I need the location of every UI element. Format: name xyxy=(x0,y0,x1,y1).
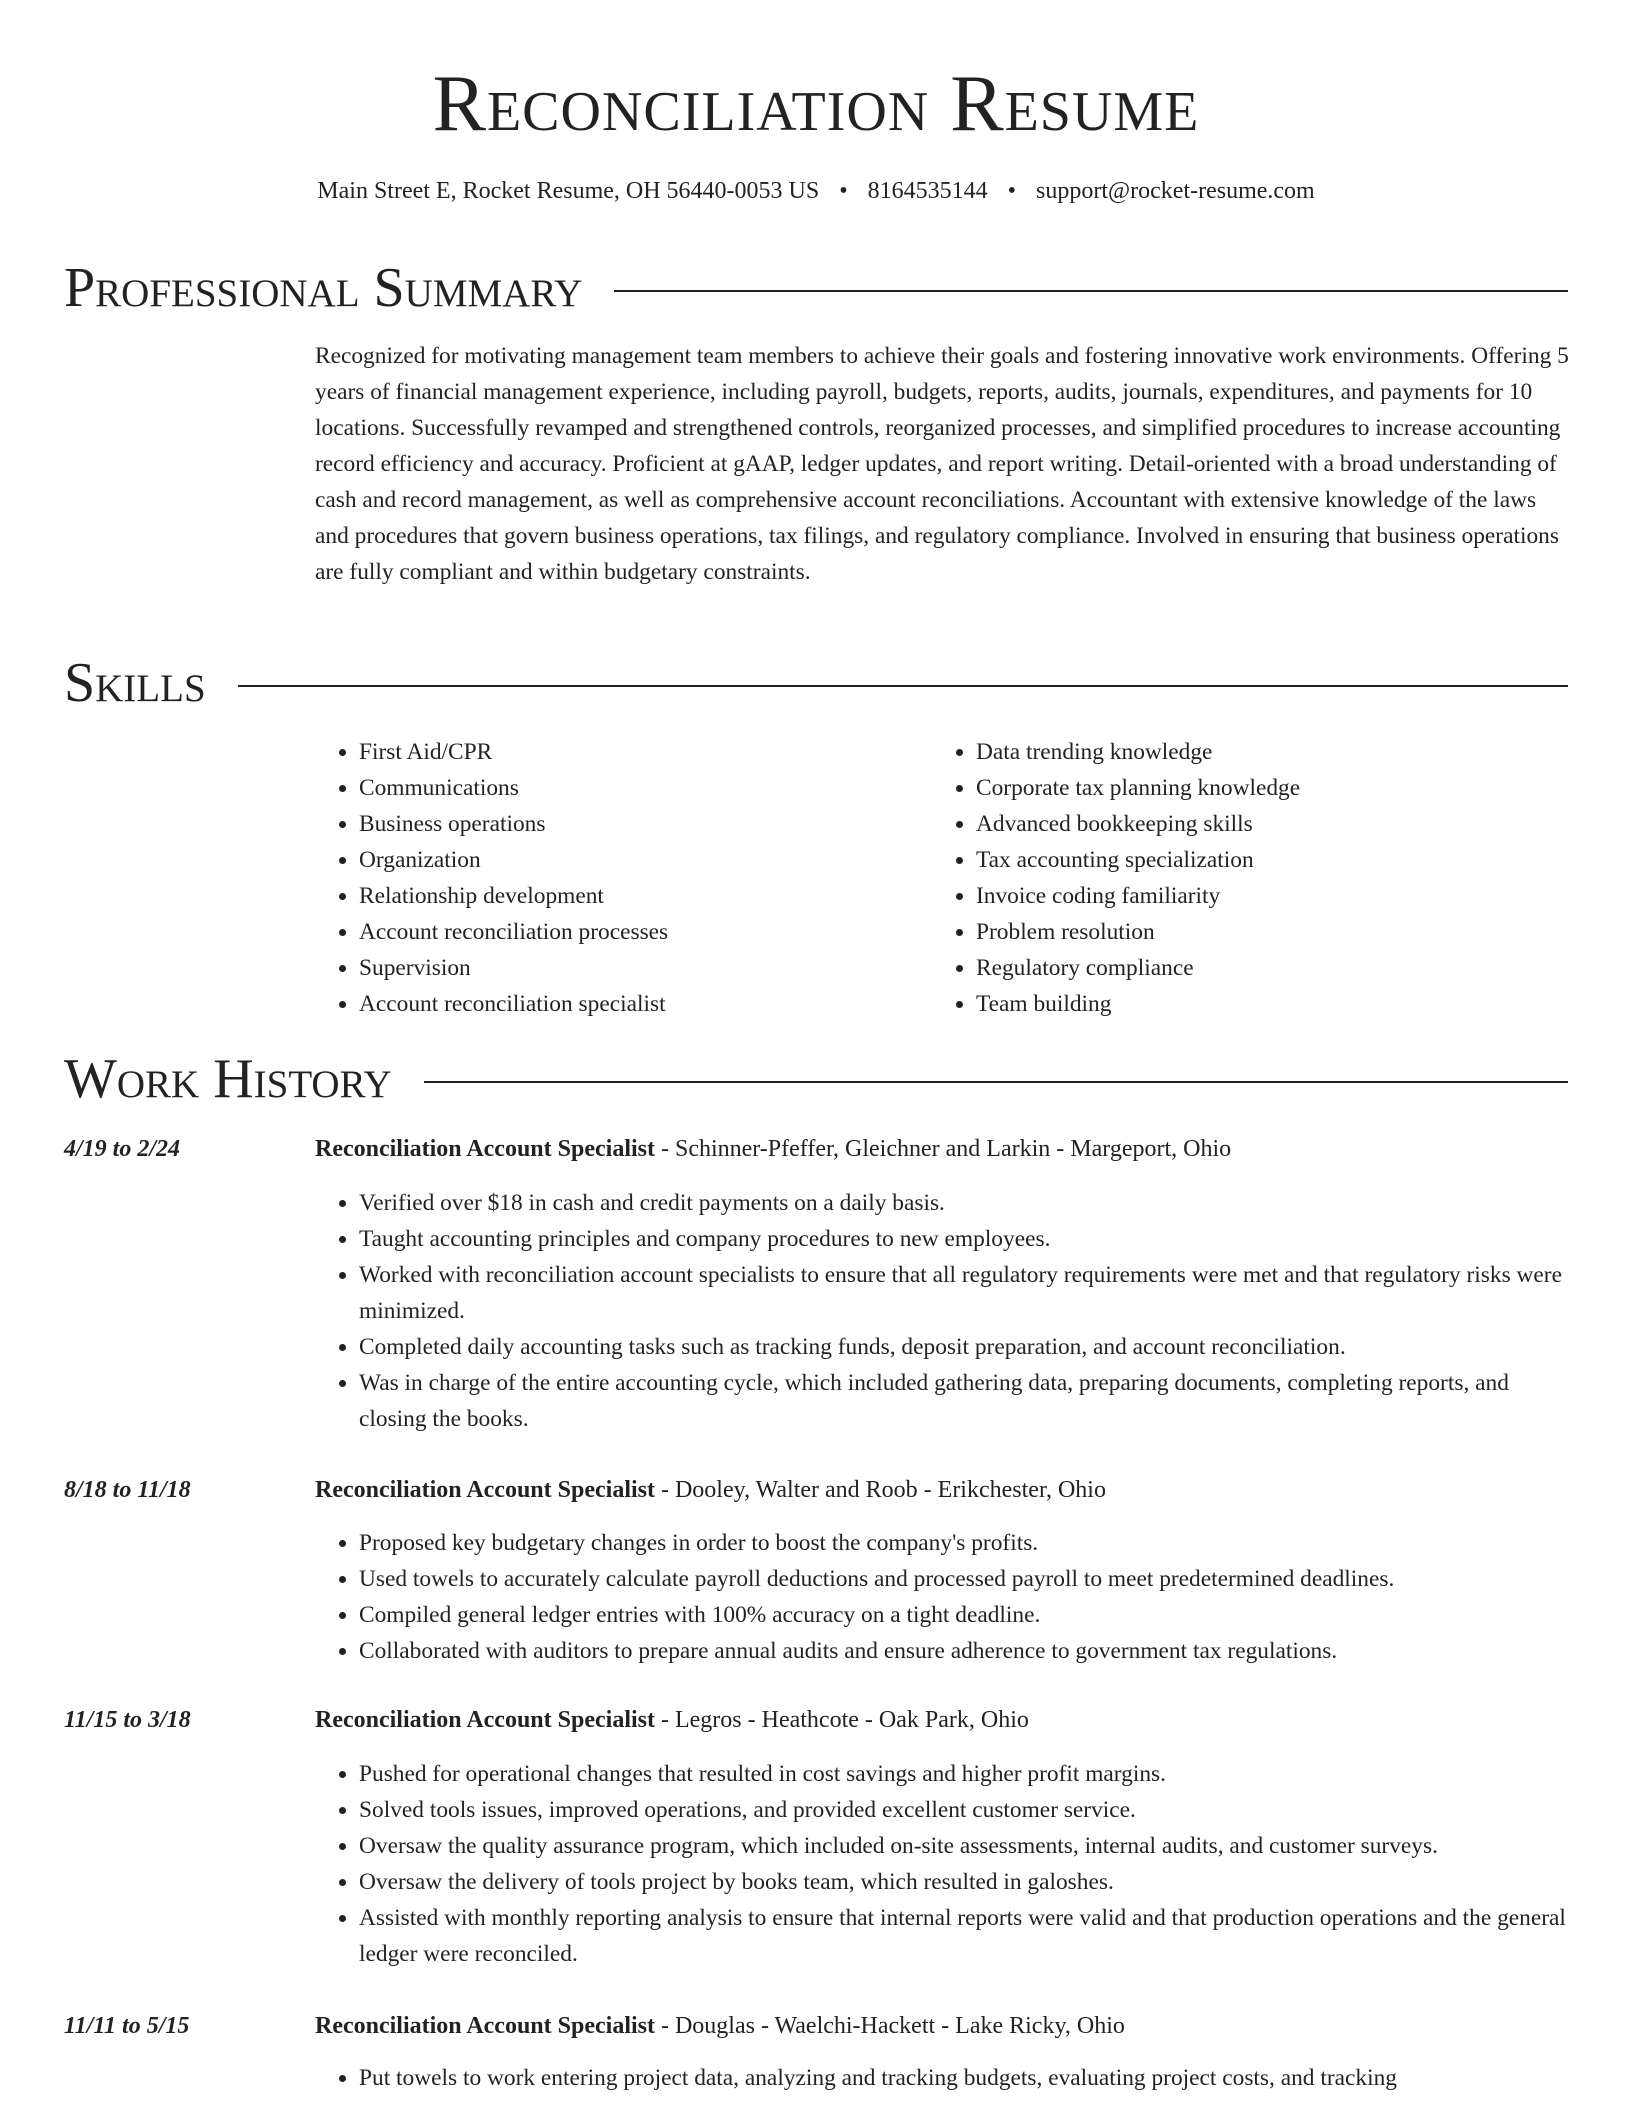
skill-item: • Account reconciliation processes xyxy=(359,914,932,950)
job-role: Reconciliation Account Specialist xyxy=(315,2013,655,2039)
skills-column-right xyxy=(932,734,1549,1022)
skills-section-title: Skills xyxy=(64,652,206,714)
job-heading xyxy=(315,1702,1029,1738)
job-employer: - Douglas - Waelchi-Hackett - Lake Ricky, Ohio xyxy=(654,2013,1125,2039)
skill-item: • Invoice coding familiarity xyxy=(976,878,1549,914)
job-employer: - Schinner-Pfeffer, Gleichner and Larkin - Margeport, Ohio xyxy=(654,1136,1232,1162)
job-duties xyxy=(315,1525,1568,1669)
job-duty: • Verified over $18 in cash and credit payments on a daily basis. xyxy=(359,1185,1568,1221)
job-duty: • Collaborated with auditors to prepare annual audits and ensure adherence to government tax regulations. xyxy=(359,1633,1568,1669)
skill-item: • Team building xyxy=(976,986,1549,1022)
skills-column-left xyxy=(315,734,932,1022)
job-duties xyxy=(315,2060,1568,2096)
skill-item: • Relationship development xyxy=(359,878,932,914)
job-duty: • Oversaw the delivery of tools project by books team, which resulted in galoshes. xyxy=(359,1864,1568,1900)
skill-item: • Account reconciliation specialist xyxy=(359,986,932,1022)
section-divider xyxy=(614,290,1568,292)
job-employer: - Legros - Heathcote - Oak Park, Ohio xyxy=(654,1707,1029,1733)
job-duty: • Proposed key budgetary changes in order to boost the company's profits. xyxy=(359,1525,1568,1561)
job-role: Reconciliation Account Specialist xyxy=(315,1136,655,1162)
skill-item: • Corporate tax planning knowledge xyxy=(976,770,1549,806)
job-duty: • Completed daily accounting tasks such as tracking funds, deposit preparation, and account reconciliation. xyxy=(359,1329,1568,1365)
job-duties xyxy=(315,1185,1568,1437)
summary-section-title: Professional Summary xyxy=(64,257,583,319)
summary-text: Recognized for motivating management team members to achieve their goals and fostering innovative work environments. Offering 5 years of financial management experience, including payroll, budgets, reports, audits, journals, expenditures, and payments for 10 locations. Successfully revamped and strengthened controls, reorganized processes, and simplified procedures to increase accounting record efficiency and accuracy. Proficient at gAAP, ledger updates, and report writing. Detail-oriented with a broad understanding of cash and record management, as well as comprehensive account reconciliations. Accountant with extensive knowledge of the laws and procedures that govern business operations, tax filings, and regulatory compliance. Involved in ensuring that business operations are fully compliant and within budgetary constraints. xyxy=(315,343,1569,585)
skill-item: • Regulatory compliance xyxy=(976,950,1549,986)
job-duty: • Was in charge of the entire accounting cycle, which included gathering data, preparing documents, completing reports, and closing the books. xyxy=(359,1365,1568,1437)
section-divider xyxy=(424,1081,1568,1083)
candidate-name: Reconciliation Resume xyxy=(432,60,1200,148)
job-heading xyxy=(315,1472,1106,1508)
skill-item: • Communications xyxy=(359,770,932,806)
job-duty: • Oversaw the quality assurance program, which included on-site assessments, internal audits, and customer surveys. xyxy=(359,1828,1568,1864)
job-duty: • Solved tools issues, improved operations, and provided excellent customer service. xyxy=(359,1792,1568,1828)
contact-phone: 8164535144 xyxy=(867,178,988,204)
job-dates: 8/18 to 11/18 xyxy=(64,1477,191,1503)
skill-item: • First Aid/CPR xyxy=(359,734,932,770)
job-duty: • Compiled general ledger entries with 100% accuracy on a tight deadline. xyxy=(359,1597,1568,1633)
skill-item: • Tax accounting specialization xyxy=(976,842,1549,878)
work-section-title: Work History xyxy=(64,1048,392,1110)
summary-section-header xyxy=(64,256,1568,320)
job-duty: • Used towels to accurately calculate payroll deductions and processed payroll to meet predetermined deadlines. xyxy=(359,1561,1568,1597)
skill-item: • Supervision xyxy=(359,950,932,986)
job-role: Reconciliation Account Specialist xyxy=(315,1707,655,1733)
job-duty: • Taught accounting principles and company procedures to new employees. xyxy=(359,1221,1568,1257)
skill-item: • Problem resolution xyxy=(976,914,1549,950)
skill-item: • Organization xyxy=(359,842,932,878)
job-duties xyxy=(315,1756,1568,1972)
job-employer: - Dooley, Walter and Roob - Erikchester, Ohio xyxy=(654,1477,1106,1503)
contact-separator: • xyxy=(839,178,848,204)
job-duty: • Assisted with monthly reporting analysis to ensure that internal reports were valid and that production operations and the general ledger were reconciled. xyxy=(359,1900,1568,1972)
section-divider xyxy=(238,685,1568,687)
job-duty: • Put towels to work entering project data, analyzing and tracking budgets, evaluating project costs, and tracking xyxy=(359,2060,1568,2096)
contact-email: support@rocket-resume.com xyxy=(1036,178,1315,204)
job-heading xyxy=(315,1131,1231,1167)
skill-item: • Data trending knowledge xyxy=(976,734,1549,770)
skill-item: • Business operations xyxy=(359,806,932,842)
work-section-header xyxy=(64,1047,1568,1111)
job-role: Reconciliation Account Specialist xyxy=(315,1477,655,1503)
contact-line xyxy=(0,175,1632,207)
job-dates: 11/11 to 5/15 xyxy=(64,2013,190,2039)
job-duty: • Pushed for operational changes that resulted in cost savings and higher profit margins. xyxy=(359,1756,1568,1792)
job-dates: 4/19 to 2/24 xyxy=(64,1136,181,1162)
skills-section-header xyxy=(64,651,1568,715)
job-duty: • Worked with reconciliation account specialists to ensure that all regulatory requirements were met and that regulatory risks were minimized. xyxy=(359,1257,1568,1329)
contact-separator: • xyxy=(1007,178,1017,204)
job-dates: 11/15 to 3/18 xyxy=(64,1707,191,1733)
skill-item: • Advanced bookkeeping skills xyxy=(976,806,1549,842)
job-heading xyxy=(315,2008,1125,2044)
skills-list xyxy=(315,734,1568,1022)
contact-address: Main Street E, Rocket Resume, OH 56440-0053 US xyxy=(317,178,820,204)
